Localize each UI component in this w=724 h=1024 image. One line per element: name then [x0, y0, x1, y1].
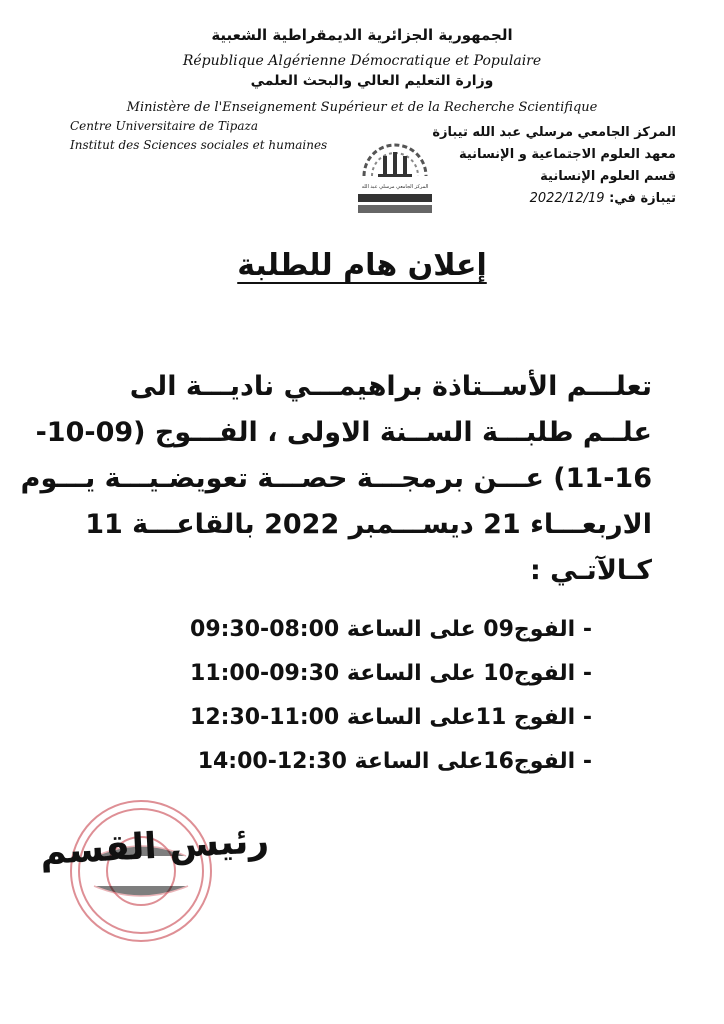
- schedule-list: [190, 608, 592, 784]
- republic-arabic: الجمهورية الجزائرية الديمقراطية الشعبية: [211, 26, 513, 44]
- logo-text: المركز الجامعي مرسلي عبد الله: [361, 184, 429, 190]
- schedule-item: - الفوج09 على الساعة 08:00-09:30: [190, 617, 592, 642]
- schedule-item: - الفوج 11على الساعة 11:00-12:30: [190, 705, 592, 730]
- republic-french: République Algérienne Démocratique et Populaire: [182, 53, 542, 69]
- body-line: كـالآتـي :: [529, 555, 652, 586]
- institution-arabic: [432, 122, 676, 210]
- body-line: الاربعـــاء 21 ديســـمبر 2022 بالقاعـــة 11: [85, 509, 652, 540]
- announcement-title: [0, 248, 724, 283]
- center-french: Centre Universitaire de Tipaza: [70, 119, 258, 133]
- department-head-signature: رئيس القسم: [39, 820, 270, 873]
- institute-arabic: معهد العلوم الاجتماعية و الإنسانية: [458, 147, 676, 162]
- body-line: علــم طلبـــة الســنة الاولى ، الفـــوج (09-10-: [35, 417, 652, 448]
- official-stamp: [66, 796, 216, 946]
- date-line: [432, 188, 676, 210]
- center-arabic: المركز الجامعي مرسلي عبد الله تيبازة: [432, 125, 676, 140]
- institution-french: [70, 117, 327, 155]
- ministry-french: Ministère de l'Enseignement Supérieur et de la Recherche Scientifique: [126, 100, 598, 115]
- date-value: 2022/12/19: [529, 191, 605, 206]
- announcement-body: [20, 364, 652, 594]
- body-line: تعلـــم الأســتاذة براهيمـــي ناديـــة الى: [129, 371, 652, 402]
- schedule-item: - الفوج10 على الساعة 09:30-11:00: [190, 661, 592, 686]
- schedule-item: - الفوج16على الساعة 12:30-14:00: [197, 749, 592, 774]
- body-line: 11-16) عـــن برمجـــة حصـــة تعويضـيـــة يـــوم: [20, 463, 652, 494]
- university-logo: [350, 128, 440, 220]
- date-label: تيبازة في:: [609, 191, 676, 206]
- ministry-arabic: وزارة التعليم العالي والبحث العلمي: [250, 73, 494, 89]
- institute-french: Institut des Sciences sociales et humaines: [70, 138, 328, 152]
- department-arabic: قسم العلوم الإنسانية: [540, 169, 676, 184]
- title-text: إعلان هام للطلبة: [237, 248, 487, 283]
